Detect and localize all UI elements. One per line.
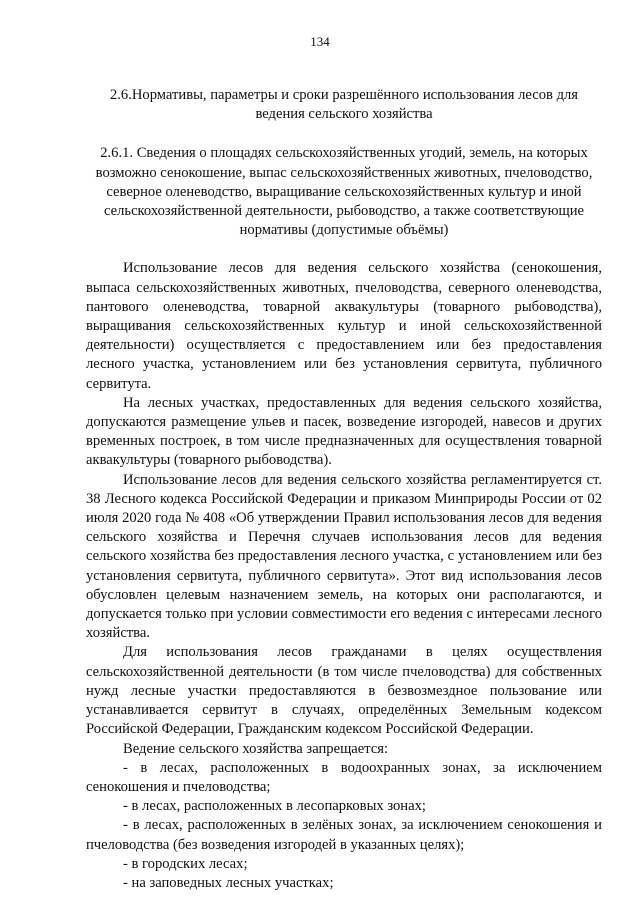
prohibition-item: - в лесах, расположенных в водоохранных зонах, за исключением сенокошения и пчеловодства; [86, 759, 602, 795]
paragraph: На лесных участках, предоставленных для ведения сельского хозяйства, допускаются размещение ульев и пасек, возведение изгородей, навесов и других временных построек, в том числе предназначенных для осуществления товарной аквакультуры (товарного рыбоводства). [86, 394, 602, 469]
prohibition-item: - на заповедных лесных участках; [123, 874, 334, 891]
paragraph: Ведение сельского хозяйства запрещается: [123, 740, 389, 757]
paragraph: Использование лесов для ведения сельского хозяйства регламентируется ст. 38 Лесного кодекса Российской Федерации и приказом Минприроды России от 02 июля 2020 года № 408 «Об утверждении Правил использования лесов для ведения сельского хозяйства и Перечня случаев использования лесов для ведения сельского хозяйства без предоставления лесного участка, с установлением или без установления сервитута, публичного сервитута». Этот вид использования лесов обусловлен целевым назначением земель, на которых они располагаются, и допускается только при условии совместимости его ведения с интересами лесного хозяйства. [86, 471, 602, 642]
prohibition-item: - в лесах, расположенных в зелёных зонах, за исключением сенокошения и пчеловодства (без возведения изгородей в указанных целях); [86, 817, 602, 853]
paragraph: Использование лесов для ведения сельского хозяйства (сенокошения, выпаса сельскохозяйственных животных, пчеловодства, северного оленеводства, пантового оленеводства, товарной аквакультуры (товарного рыбоводства), выращивания сельскохозяйственных культур и иной сельскохозяйственной деятельности) осуществляется с предоставлением или без предоставления лесного участка, установлением или без установления сервитута, публичного сервитута. [86, 260, 602, 392]
prohibition-item: - в городских лесах; [123, 855, 248, 872]
document-body [86, 86, 602, 893]
section-title: 2.6.Нормативы, параметры и сроки разрешённого использования лесов для ведения сельского хозяйства [109, 87, 579, 123]
subsection-title: 2.6.1. Сведения о площадях сельскохозяйственных угодий, земель, на которых возможно сенокошение, выпас сельскохозяйственных животных, пчеловодство, северное оленеводство, выращивание сельскохозяйственных культур и иной сельскохозяйственной деятельности, рыбоводство, а также соответствующие нормативы (допустимые объёмы) [95, 145, 593, 239]
prohibition-item: - в лесах, расположенных в лесопарковых зонах; [123, 798, 426, 815]
paragraph: Для использования лесов гражданами в целях осуществления сельскохозяйственной деятельности (в том числе пчеловодства) для собственных нужд лесные участки предоставляются в безвозмездное пользование или устанавливается сервитут в случаях, определённых Земельным кодексом Российской Федерации, Гражданским кодексом Российской Федерации. [86, 644, 602, 738]
page-number: 134 [310, 34, 330, 49]
